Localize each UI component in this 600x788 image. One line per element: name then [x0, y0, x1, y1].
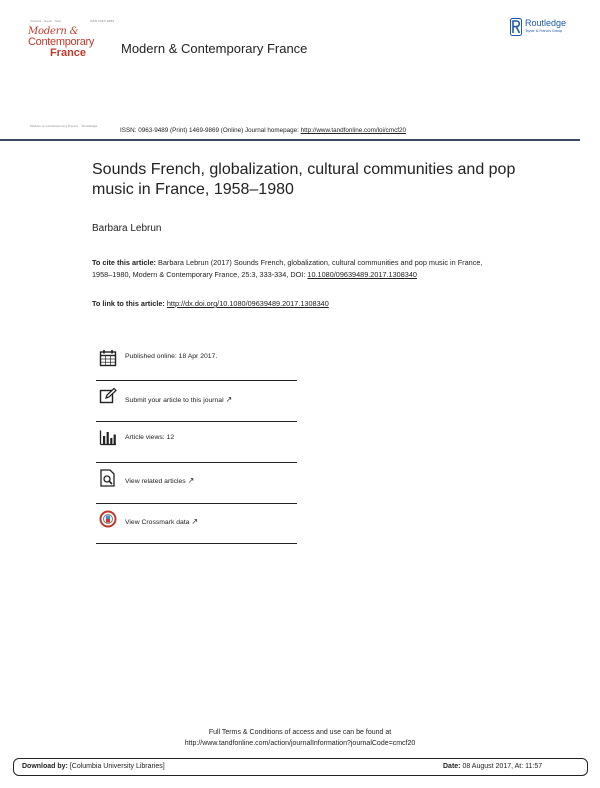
published-date: Published online: 18 Apr 2017. — [125, 353, 218, 360]
edit-icon — [99, 387, 117, 405]
crossmark-label: View Crossmark data — [125, 519, 190, 526]
journal-homepage-link[interactable]: http://www.tandfonline.com/loi/cmcf20 — [300, 127, 406, 134]
external-link-icon: ↗ — [191, 517, 199, 526]
link-line — [92, 299, 329, 308]
external-link-icon: ↗ — [187, 476, 195, 485]
tiny-journal-text: Modern & Contemporary France — [30, 124, 79, 128]
citation-block — [92, 257, 502, 280]
journal-logo — [28, 27, 108, 59]
terms-footer — [0, 727, 600, 749]
download-date-label: Date: — [443, 763, 461, 770]
tiny-header-text: Volume · Issue · Year — [30, 19, 61, 23]
header-rule — [0, 139, 580, 141]
article-views: Article views: 12 — [125, 434, 175, 441]
calendar-icon — [99, 349, 117, 367]
document-search-icon — [99, 469, 117, 487]
tiny-publisher-text: Routledge — [82, 124, 98, 128]
publisher-name: Routledge — [525, 18, 567, 28]
routledge-r-icon — [510, 18, 522, 36]
terms-url[interactable]: http://www.tandfonline.com/action/journalInformation?journalCode=cmcf20 — [184, 740, 416, 747]
article-views-row — [96, 422, 297, 463]
published-row — [96, 345, 297, 381]
related-articles-row[interactable] — [96, 463, 297, 504]
submit-article-link[interactable] — [125, 395, 232, 404]
download-date — [443, 763, 542, 770]
related-articles-label: View related articles — [125, 478, 186, 485]
logo-line-2: Contemporary — [28, 36, 95, 48]
publisher-tagline: Taylor & Francis Group — [525, 29, 563, 33]
issn-text: ISSN: 0963-9489 (Print) 1469-9869 (Online) Journal homepage: — [120, 127, 301, 134]
cite-doi-link[interactable]: 10.1080/09639489.2017.1308340 — [307, 269, 417, 279]
external-link-icon: ↗ — [225, 395, 233, 404]
submit-article-label: Submit your article to this journal — [125, 397, 224, 404]
download-by-value: [Columbia University Libraries] — [67, 763, 165, 770]
article-title: Sounds French, globalization, cultural communities and pop music in France, 1958–1980 — [92, 161, 516, 198]
cite-label: To cite this article: — [92, 258, 156, 267]
related-articles-link[interactable] — [125, 476, 194, 485]
tiny-header-text: ISSN 0963-9489 — [90, 19, 115, 23]
terms-line: Full Terms & Conditions of access and use can be found at — [208, 729, 392, 736]
cite-text: Barbara Lebrun (2017) Sounds French, globalization, cultural communities and pop music in France, 1958–1980, Modern & Contemporary France, 25:3, 333-334, DOI: — [92, 258, 483, 279]
submit-article-row[interactable] — [96, 381, 297, 422]
journal-title: Modern & Contemporary France — [121, 41, 308, 56]
logo-line-1: Modern & — [28, 26, 79, 37]
link-label: To link to this article: — [92, 299, 167, 308]
download-date-value: 08 August 2017, At: 11:57 — [460, 763, 543, 770]
article-author: Barbara Lebrun — [92, 223, 162, 234]
bar-chart-icon — [99, 429, 117, 447]
article-doi-link[interactable]: http://dx.doi.org/10.1080/09639489.2017.1308340 — [166, 299, 329, 308]
crossmark-row[interactable] — [96, 504, 297, 544]
download-bar — [13, 758, 588, 776]
download-by — [22, 763, 165, 770]
issn-line — [120, 127, 406, 134]
download-by-label: Download by: — [22, 763, 68, 770]
logo-line-3: France — [49, 47, 87, 59]
crossmark-icon — [99, 510, 117, 528]
crossmark-link[interactable] — [125, 517, 198, 526]
